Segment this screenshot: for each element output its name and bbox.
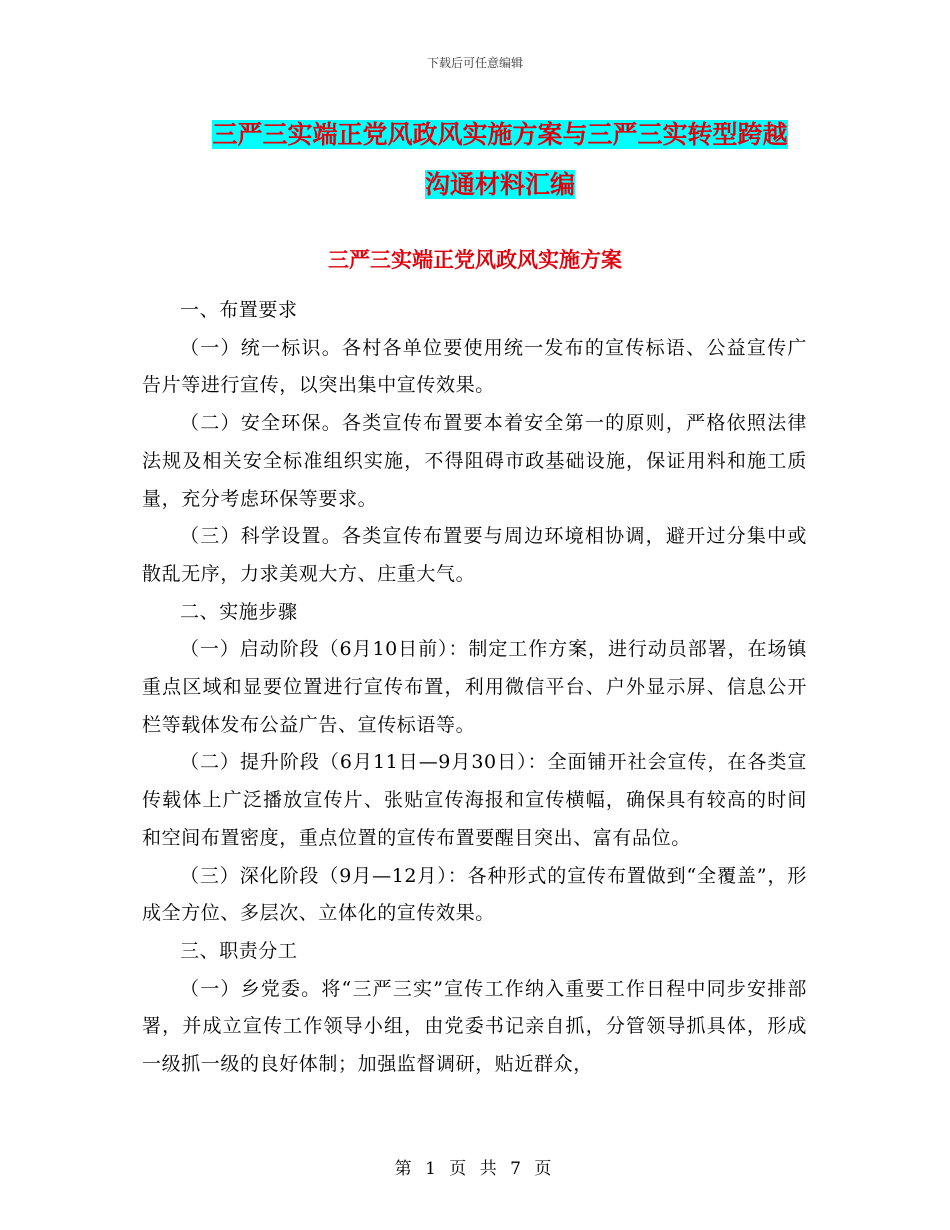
paragraph: （二）安全环保。各类宣传布置要本着安全第一的原则，严格依照法律法规及相关安全标准组织实施，不得阻碍市政基础设施，保证用料和施工质量，充分考虑环保等要求。 — [142, 412, 807, 510]
paragraph: 一、布置要求 — [180, 299, 298, 321]
page-number: 第 1 页 共 7 页 — [394, 1159, 556, 1179]
paragraph: 二、实施步骤 — [180, 600, 298, 623]
header-note: 下载后可任意编辑 — [426, 56, 523, 70]
paragraph: （二）提升阶段（6月11日—9月30日）：全面铺开社会宣传，在各类宣传载体上广泛播放宣传片、张贴宣传海报和宣传横幅，确保具有较高的时间和空间布置密度，重点位置的宣传布置要醒目突出、富有品位。 — [142, 751, 807, 849]
title-line-1: 三严三实端正党风政风实施方案与三严三实转型跨越 — [212, 120, 788, 149]
paragraph: （一）乡党委。将“三严三实”宣传工作纳入重要工作日程中同步安排部署，并成立宣传工作领导小组，由党委书记亲自抓，分管领导抓具体，形成一级抓一级的良好体制；加强监督调研，贴近群众， — [142, 977, 807, 1076]
section-title: 三严三实端正党风政风实施方案 — [328, 248, 622, 272]
paragraph: 三、职责分工 — [180, 939, 298, 962]
paragraph: （三）深化阶段（9月—12月）：各种形式的宣传布置做到“全覆盖”，形成全方位、多层次、立体化的宣传效果。 — [142, 864, 807, 925]
paragraph: （一）启动阶段（6月10日前）：制定工作方案，进行动员部署，在场镇重点区域和显要位置进行宣传布置，利用微信平台、户外显示屏、信息公开栏等载体发布公益广告、宣传标语等。 — [142, 638, 807, 736]
document-title — [120, 110, 880, 210]
paragraph: （三）科学设置。各类宣传布置要与周边环境相协调，避开过分集中或散乱无序，力求美观大方、庄重大气。 — [142, 525, 807, 585]
paragraph: （一）统一标识。各村各单位要使用统一发布的宣传标语、公益宣传广告片等进行宣传，以突出集中宣传效果。 — [142, 336, 807, 397]
body-text — [142, 292, 807, 1084]
title-line-2: 沟通材料汇编 — [424, 170, 575, 199]
